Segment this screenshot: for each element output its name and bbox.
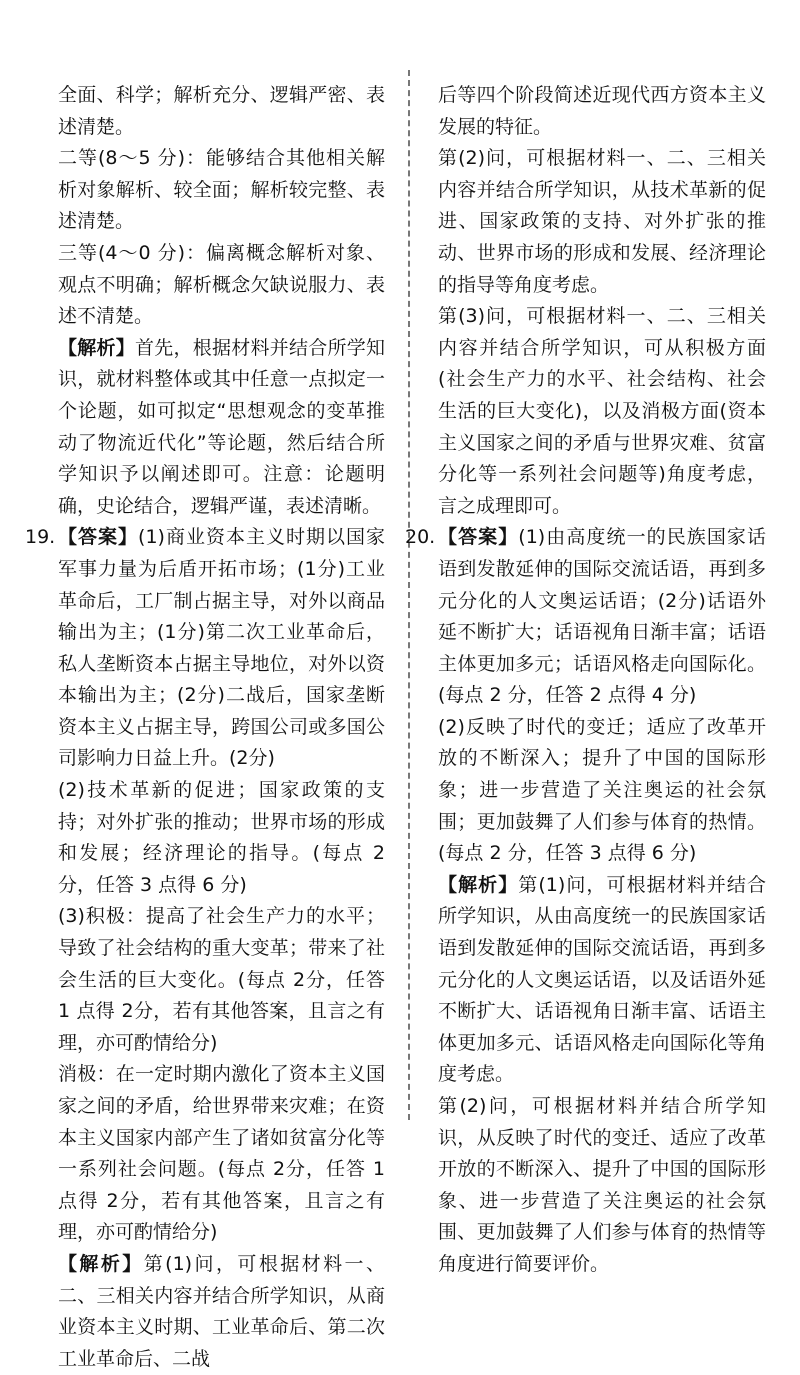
answer-20-part-1 bbox=[438, 522, 766, 712]
analysis-text: 首先，根据材料并结合所学知识，就材料整体或其中任意一点拟定一个论题，如可拟定“思想观念的变革推动了物流近代化”等论题，然后结合所学知识予以阐述即可。注意：论题明确，史论结合，逻辑严谨，表述清晰。 bbox=[58, 336, 385, 517]
paragraph-grading-1: 全面、科学；解析充分、逻辑严密、表述清楚。 bbox=[58, 84, 385, 138]
analysis-tag: 【解析】 bbox=[58, 336, 135, 359]
analysis-20-part-1 bbox=[438, 870, 766, 1091]
analysis-19-part-2: 第(2)问，可根据材料一、二、三相关内容并结合所学知识，从技术革新的促进、国家政策的支持、对外扩张的推动、世界市场的形成和发展、经济理论的指导等角度考虑。 bbox=[438, 147, 766, 296]
answer-tag: 【答案】 bbox=[438, 526, 519, 549]
question-number-20: 20. bbox=[405, 526, 436, 549]
analysis-20-part-1-text: 第(1)问，可根据材料并结合所学知识，从由高度统一的民族国家话语到发散延伸的国际交流话语，再到多元分化的人文奥运话语，以及话语外延不断扩大、话语视角日渐丰富、话语主体更加多元、话语风格走向国际化等角度考虑。 bbox=[438, 873, 766, 1086]
analysis-19 bbox=[58, 1249, 385, 1375]
paragraph-grading-3: 三等(4～0 分)：偏离概念解析对象、观点不明确；解析概念欠缺说服力、表述不清楚。 bbox=[58, 241, 385, 328]
analysis-20-part-2: 第(2)问，可根据材料并结合所学知识，从反映了时代的变迁、适应了改革开放的不断深入、提升了中国的国际形象、进一步营造了关注奥运的社会氛围、更加鼓舞了人们参与体育的热情等角度进行简要评价。 bbox=[438, 1095, 766, 1275]
analysis-tag: 【解析】 bbox=[58, 1252, 144, 1275]
analysis-19-part-3: 第(3)问，可根据材料一、二、三相关内容并结合所学知识，可从积极方面(社会生产力的水平、社会结构、社会生活的巨大变化)，以及消极方面(资本主义国家之间的矛盾与世界灾难、贫富分化等一系列社会问题等)角度考虑，言之成理即可。 bbox=[438, 305, 766, 517]
question-number-19: 19. bbox=[25, 526, 56, 549]
answer-19-part-2: (2)技术革新的促进；国家政策的支持；对外扩张的推动；世界市场的形成和发展；经济理论的指导。(每点 2 分，任答 3 点得 6 分) bbox=[58, 779, 385, 896]
answer-19-part-4: 消极：在一定时期内激化了资本主义国家之间的矛盾，给世界带来灾难；在资本主义国家内部产生了诸如贫富分化等一系列社会问题。(每点 2分，任答 1 点得 2分，若有其他答案，且言之有理，亦可酌情给分) bbox=[58, 1063, 385, 1244]
answer-19-part-3: (3)积极：提高了社会生产力的水平；导致了社会结构的重大变革；带来了社会生活的巨大变化。(每点 2分，任答 1 点得 2分，若有其他答案，且言之有理，亦可酌情给分) bbox=[58, 905, 385, 1054]
paragraph-grading-2: 二等(8～5 分)：能够结合其他相关解析对象解析、较全面；解析较完整、表述清楚。 bbox=[58, 147, 385, 233]
answer-19-part-1 bbox=[58, 522, 385, 775]
paragraph-analysis-18 bbox=[58, 333, 385, 523]
right-column bbox=[405, 80, 766, 1281]
answer-tag: 【答案】 bbox=[58, 526, 139, 549]
answer-20-part-1-text: (1)由高度统一的民族国家话语到发散延伸的国际交流话语，再到多元分化的人文奥运话语；(2分)话语外延不断扩大；话语视角日渐丰富；话语主体更加多元；话语风格走向国际化。(每点 2 分，任答 2 点得 4 分) bbox=[438, 526, 766, 707]
analysis-19-text: 第(1)问，可根据材料一、二、三相关内容并结合所学知识，从商业资本主义时期、工业革命后、第二次工业革命后、二战 bbox=[58, 1252, 385, 1370]
answer-20-part-2: (2)反映了时代的变迁；适应了改革开放的不断深入；提升了中国的国际形象；进一步营造了关注奥运的社会氛围；更加鼓舞了人们参与体育的热情。(每点 2 分，任答 3 点得 6 分) bbox=[438, 715, 766, 865]
question-20 bbox=[405, 522, 766, 1280]
analysis-tag: 【解析】 bbox=[438, 873, 519, 896]
left-column bbox=[25, 80, 385, 1375]
analysis-19-continued: 后等四个阶段简述近现代西方资本主义发展的特征。 bbox=[438, 84, 766, 138]
column-divider bbox=[408, 70, 410, 1120]
question-19 bbox=[25, 522, 385, 1375]
answer-19-part-1-text: (1)商业资本主义时期以国家军事力量为后盾开拓市场；(1分)工业革命后，工厂制占据主导，对外以商品输出为主；(1分)第二次工业革命后，私人垄断资本占据主导地位，对外以资本输出为主；(2分)二战后，国家垄断资本主义占据主导，跨国公司或多国公司影响力日益上升。(2分) bbox=[58, 526, 385, 770]
